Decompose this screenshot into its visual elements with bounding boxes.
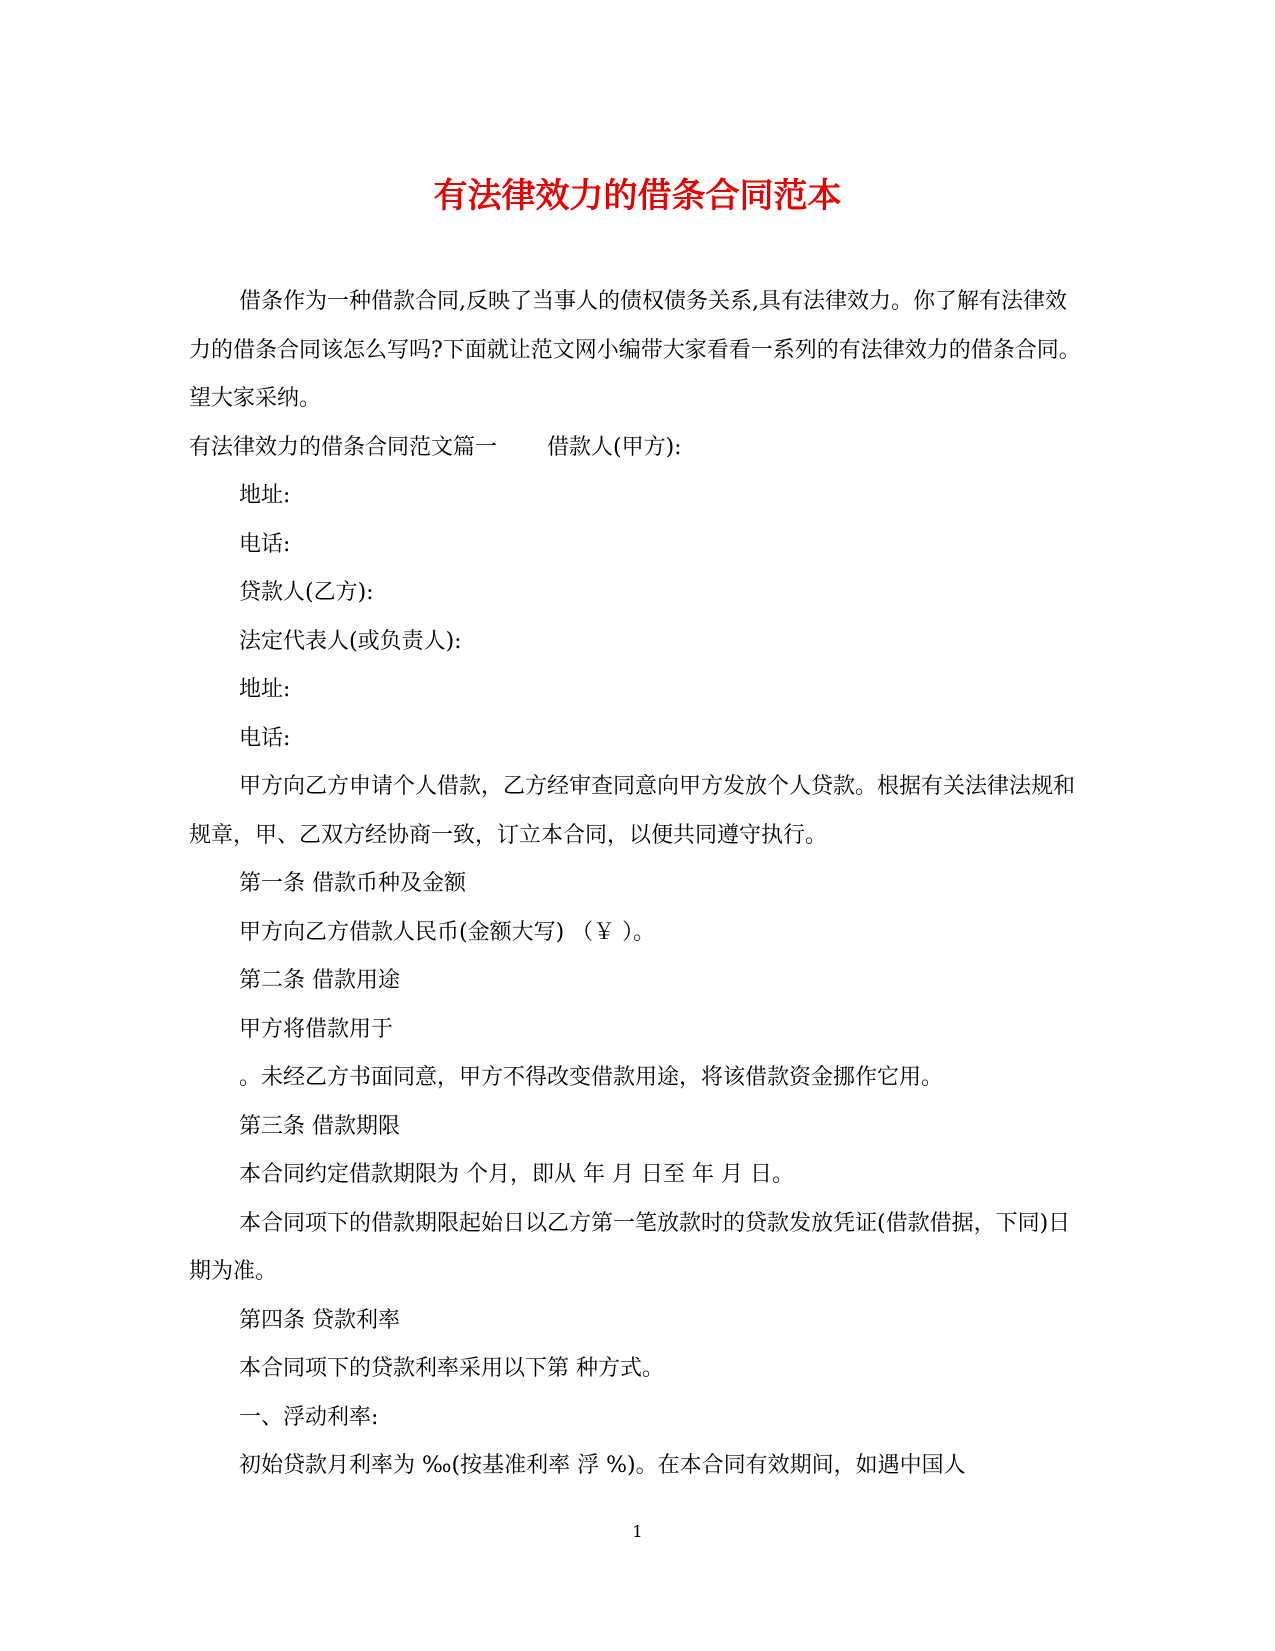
article-3-text-a: 本合同约定借款期限为 个月，即从 年 月 日至 年 月 日。 [239,1162,794,1187]
section-heading: 有法律效力的借条合同范文篇一 [189,434,498,460]
preamble-paragraph: 甲方向乙方申请个人借款，乙方经审查同意向甲方发放个人贷款。根据有关法律法规和规章，甲、乙双方经协商一致，订立本合同，以便共同遵守执行。 [189,774,1076,848]
page-number: 1 [632,1522,643,1541]
article-4-title: 第四条 贷款利率 [239,1307,400,1333]
article-2-text-a: 甲方将借款用于 [239,1016,394,1042]
intro-paragraph: 借条作为一种借款合同,反映了当事人的债权债务关系,具有法律效力。你了解有法律效力的借条合同该怎么写吗?下面就让范文网小编带大家看看一系列的有法律效力的借条合同。望大家采纳。 [189,289,1081,411]
borrower-address-label: 地址: [239,483,291,508]
document-title: 有法律效力的借条合同范本 [433,176,842,216]
article-4-text: 本合同项下的贷款利率采用以下第 种方式。 [239,1356,664,1381]
article-3-text-b: 本合同项下的借款期限起始日以乙方第一笔放款时的贷款发放凭证(借款借据，下同)日期为准。 [189,1210,1071,1284]
article-1-title: 第一条 借款币种及金额 [239,871,466,896]
article-3-title: 第三条 借款期限 [239,1113,400,1139]
section-heading-line [189,424,1084,473]
article-2-title: 第二条 借款用途 [239,968,400,993]
floating-rate-title: 一、浮动利率: [239,1404,379,1430]
legal-representative-label: 法定代表人(或负责人): [239,628,462,654]
borrower-phone-label: 电话: [239,531,291,557]
article-1-text: 甲方向乙方借款人民币(金额大写) （￥ ）。 [239,919,656,945]
floating-rate-text: 初始贷款月利率为 ‰(按基准利率 浮 %)。在本合同有效期间，如遇中国人 [239,1453,966,1478]
document-body [189,278,1084,1491]
lender-address-label: 地址: [239,677,291,702]
borrower-label: 借款人(甲方): [547,434,682,460]
lender-phone-label: 电话: [239,725,291,751]
lender-label: 贷款人(乙方): [239,580,374,605]
article-2-text-b: 。未经乙方书面同意，甲方不得改变借款用途，将该借款资金挪作它用。 [239,1065,944,1090]
